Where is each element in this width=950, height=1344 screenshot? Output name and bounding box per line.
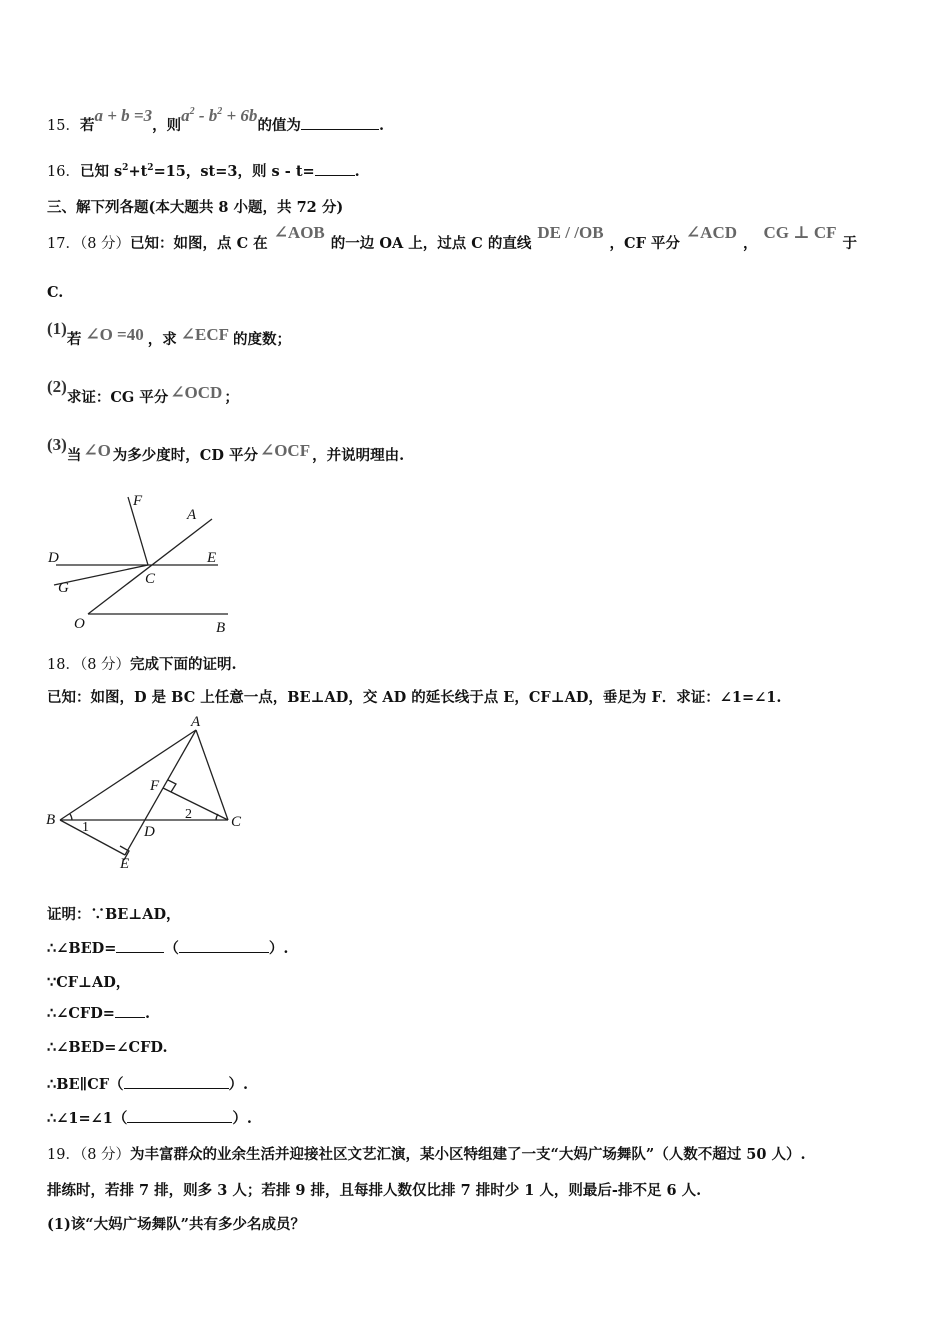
q17-line-1: 17．（8 分）已知：如图，点 C 在∠AOB的一边 OA 上，过点 C 的直线DE / /OB，CF 平分∠ACD，CG ⊥ CF于 xyxy=(47,223,857,252)
label-2: 2 xyxy=(185,807,192,822)
label-e: E xyxy=(207,550,217,566)
label-f: F xyxy=(150,778,160,794)
label-c: C xyxy=(231,814,242,830)
q18-line-1: 18．（8 分）完成下面的证明. xyxy=(47,656,237,673)
q15-condition: a + b =3 xyxy=(94,106,153,125)
proof-line-2: ∴∠BED= （ ）. xyxy=(47,940,289,957)
q18-given: 已知：如图，D 是 BC 上任意一点，BE⊥AD，交 AD 的延长线于点 E，CF⊥AD，垂足为 F．求证：∠1=∠1. xyxy=(47,689,782,706)
label-b: B xyxy=(46,812,56,828)
cg-perp-cf: CG ⊥ CF xyxy=(763,223,837,242)
q16-line: 16．已知 $s^2+t^2=15$，st=3，则 s - t= . xyxy=(47,163,360,180)
segment-ae xyxy=(125,730,196,855)
label-c: C xyxy=(145,571,156,587)
proof-line-4: ∴∠CFD= . xyxy=(47,1005,150,1022)
label-e: E xyxy=(120,856,130,872)
right-angle-f xyxy=(168,780,176,792)
proof-blank-reason-1[interactable] xyxy=(179,940,269,953)
figure-2-triangle xyxy=(40,712,255,872)
q16-answer-blank[interactable] xyxy=(315,163,355,176)
q17-part-2: (2)求证：CG 平分 ∠OCD ； xyxy=(47,377,239,406)
label-g: G xyxy=(58,580,69,596)
label-b: B xyxy=(216,620,226,636)
q15-expression: $a^2 - b^2 + 6b$ xyxy=(181,106,258,125)
q15-number: 15． xyxy=(47,118,80,134)
q15-post: 的值为 xyxy=(257,117,301,134)
label-d: D xyxy=(48,550,59,566)
label-1: 1 xyxy=(82,820,89,835)
ray-oa xyxy=(88,519,212,614)
angle-aob: ∠AOB xyxy=(273,223,325,242)
side-ab xyxy=(60,730,196,820)
segment-be xyxy=(60,820,125,855)
de-parallel-ob: DE / /OB xyxy=(537,223,604,242)
q17-part-1: (1)若 ∠O =40 ，求 ∠ECF 的度数； xyxy=(47,319,291,348)
label-a: A xyxy=(191,714,201,730)
label-d: D xyxy=(144,824,155,840)
section-3-heading: 三、解下列各题(本大题共 8 小题，共 72 分) xyxy=(47,199,344,216)
q16-number: 16． xyxy=(47,164,80,180)
label-f: F xyxy=(133,493,143,509)
proof-line-6: ∴BE∥CF（ ）. xyxy=(47,1076,249,1093)
q17-line-2: C. xyxy=(47,284,64,301)
proof-blank-reason-2[interactable] xyxy=(124,1076,229,1089)
q19-line-1: 19．（8 分）为丰富群众的业余生活并迎接社区文艺汇演，某小区特组建了一支“大妈广场舞队”（人数不超过 50 人）. xyxy=(47,1146,806,1163)
q19-part-1: (1)该“大妈广场舞队”共有多少名成员？ xyxy=(47,1216,305,1233)
label-o: O xyxy=(74,616,85,632)
q15-mid: ，则 xyxy=(152,117,182,134)
q15-pre: 若 xyxy=(79,117,95,134)
proof-blank-cfd[interactable] xyxy=(115,1005,145,1018)
angle-acd: ∠ACD xyxy=(685,223,737,242)
figure-1-lines-angles xyxy=(40,485,250,640)
q15-line: 15．若a + b =3，则$a^2 - b^2 + 6b$的值为 . xyxy=(47,106,384,134)
proof-line-5: ∴∠BED=∠CFD. xyxy=(47,1039,168,1056)
proof-blank-bed[interactable] xyxy=(116,940,164,953)
q15-answer-blank[interactable] xyxy=(301,117,379,130)
label-a: A xyxy=(187,507,197,523)
proof-line-1: 证明：∵BE⊥AD， xyxy=(47,906,181,923)
proof-line-3: ∵CF⊥AD， xyxy=(47,974,131,991)
q17-part-3: (3)当 ∠O 为多少度时，CD 平分 ∠OCF ，并说明理由. xyxy=(47,435,405,464)
angle-1-arc xyxy=(70,814,72,820)
proof-blank-reason-3[interactable] xyxy=(127,1110,232,1123)
proof-line-7: ∴∠1=∠1（ ）. xyxy=(47,1110,252,1127)
q19-line-2: 排练时，若排 7 排，则多 3 人；若排 9 排，且每排人数仅比排 7 排时少 1 人，则最后-排不足 6 人. xyxy=(47,1182,702,1199)
